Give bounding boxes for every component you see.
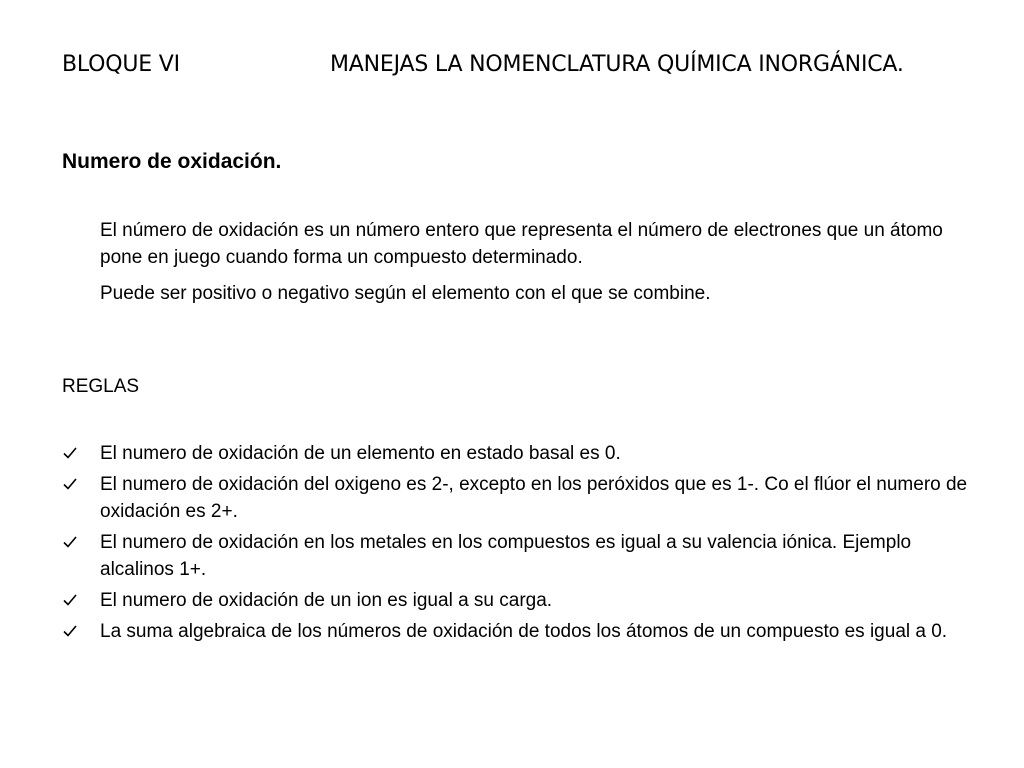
rules-list	[62, 440, 972, 649]
rule-item	[62, 529, 972, 583]
slide-title: MANEJAS LA NOMENCLATURA QUÍMICA INORGÁNICA.	[330, 52, 904, 77]
definition-paragraph: El número de oxidación es un número entero que representa el número de electrones que un átomo pone en juego cuando forma un compuesto determinado.	[100, 220, 943, 268]
checkmark-icon	[62, 618, 82, 645]
section-title: Numero de oxidación.	[62, 150, 282, 173]
rule-text: El numero de oxidación del oxigeno es 2-, excepto en los peróxidos que es 1-. Co el flúor el numero de oxidación es 2+.	[100, 474, 968, 522]
rule-item	[62, 440, 972, 467]
rule-item	[62, 618, 972, 645]
sign-paragraph: Puede ser positivo o negativo según el elemento con el que se combine.	[100, 283, 711, 304]
rule-text: El numero de oxidación de un ion es igual a su carga.	[100, 590, 553, 611]
checkmark-icon	[62, 440, 82, 467]
rule-text: El numero de oxidación de un elemento en estado basal es 0.	[100, 443, 621, 464]
block-label: BLOQUE VI	[62, 52, 180, 77]
rule-item	[62, 587, 972, 614]
checkmark-icon	[62, 587, 82, 614]
rule-text: La suma algebraica de los números de oxidación de todos los átomos de un compuesto es igual a 0.	[100, 621, 948, 642]
rules-title: REGLAS	[62, 376, 140, 397]
checkmark-icon	[62, 529, 82, 556]
rule-text: El numero de oxidación en los metales en los compuestos es igual a su valencia iónica. Ejemplo alcalinos 1+.	[100, 532, 912, 580]
checkmark-icon	[62, 471, 82, 498]
rule-item	[62, 471, 972, 525]
